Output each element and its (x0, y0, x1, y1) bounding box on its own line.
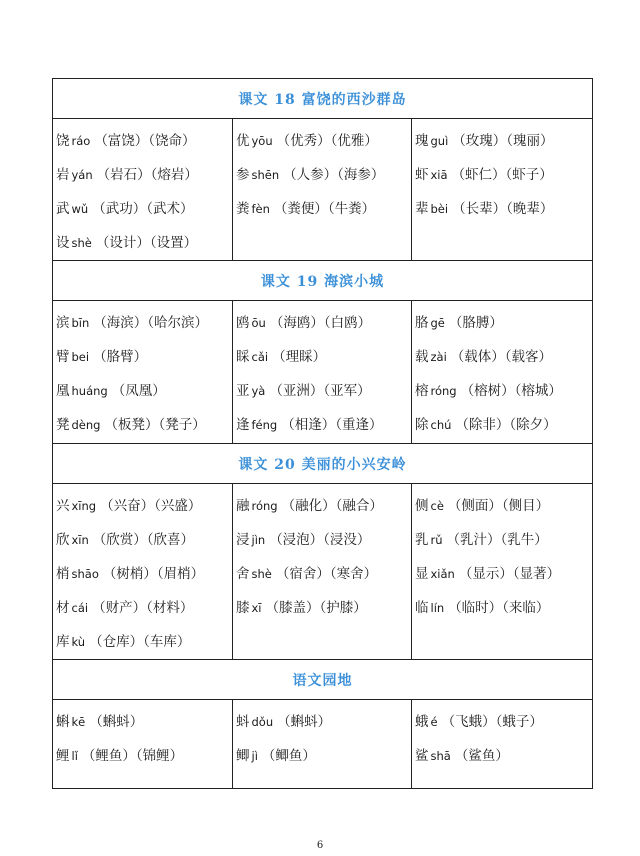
entry-words: （胳臂） (93, 349, 148, 365)
entry-character: 蚪 (236, 714, 250, 730)
entry-words: （鲫鱼） (261, 748, 316, 764)
vocab-entry (56, 158, 232, 192)
vocab-entry (415, 124, 592, 158)
vocab-cell (412, 301, 593, 444)
vocab-entry (236, 158, 411, 192)
section-title: 课文 20 美丽的小兴安岭 (53, 444, 593, 484)
entry-pinyin: zài (430, 350, 447, 364)
vocab-cell (412, 484, 593, 660)
entry-words: （临时）（来临） (448, 600, 550, 616)
vocab-entry (415, 591, 592, 625)
vocab-entry (415, 489, 592, 523)
entry-words: （载体）（载客） (450, 349, 553, 365)
entry-words: （海鸥）（白鸥） (269, 315, 372, 331)
entry-pinyin: cǎi (251, 350, 269, 364)
entry-character: 鲫 (236, 748, 250, 764)
entry-pinyin: shā (430, 749, 451, 763)
vocab-entry (56, 374, 232, 408)
entry-character: 虾 (415, 167, 429, 183)
vocab-cell (53, 301, 233, 444)
section-content-row (53, 301, 593, 444)
page-number: 6 (316, 840, 324, 851)
vocab-entry (236, 523, 411, 557)
entry-words: （富饶）（饶命） (94, 133, 196, 149)
vocab-entry (415, 408, 592, 442)
entry-words: （粪便）（牛粪） (273, 201, 376, 217)
section-title: 语文园地 (53, 660, 593, 700)
entry-character: 粪 (236, 201, 250, 217)
vocab-entry (415, 306, 592, 340)
entry-character: 载 (415, 349, 429, 365)
entry-words: （武功）（武术） (92, 201, 194, 217)
entry-words: （显示）（显著） (458, 566, 561, 582)
entry-words: （凤凰） (111, 383, 166, 399)
entry-pinyin: shè (251, 567, 272, 581)
entry-words: （浸泡）（浸没） (269, 532, 371, 548)
vocab-entry (56, 124, 232, 158)
section-content-row (53, 700, 593, 789)
vocab-entry (56, 705, 232, 739)
entry-pinyin: kē (71, 715, 86, 729)
vocab-entry (415, 374, 592, 408)
entry-character: 舍 (236, 566, 250, 582)
entry-pinyin: lín (430, 601, 445, 615)
entry-words: （欣赏）（欣喜） (92, 532, 195, 548)
entry-character: 饶 (56, 133, 70, 149)
entry-pinyin: shēn (251, 168, 280, 182)
entry-words: （海滨）（哈尔滨） (93, 315, 209, 331)
vocab-entry (415, 557, 592, 591)
entry-character: 设 (56, 235, 70, 251)
vocab-entry (56, 489, 232, 523)
entry-character: 显 (415, 566, 429, 582)
vocab-cell (53, 700, 233, 789)
entry-pinyin: huáng (71, 384, 108, 398)
entry-words: （虾仁）（虾子） (451, 167, 553, 183)
entry-character: 鲤 (56, 748, 70, 764)
vocab-entry (236, 340, 411, 374)
vocab-cell (53, 484, 233, 660)
entry-character: 蛾 (415, 714, 429, 730)
entry-character: 滨 (56, 315, 70, 331)
entry-words: （亚洲）（亚军） (269, 383, 371, 399)
section-content-row (53, 119, 593, 261)
entry-pinyin: rǔ (430, 533, 443, 547)
entry-character: 武 (56, 201, 70, 217)
entry-words: （榕树）（榕城） (460, 383, 562, 399)
vocab-entry (236, 705, 411, 739)
entry-character: 库 (56, 634, 70, 650)
entry-words: （理睬） (272, 349, 327, 365)
entry-character: 参 (236, 167, 250, 183)
entry-character: 凳 (56, 417, 70, 433)
vocab-entry (56, 340, 232, 374)
vocab-entry (236, 192, 411, 226)
section-title-row (53, 444, 593, 484)
vocabulary-table (52, 78, 593, 789)
entry-character: 逢 (236, 417, 250, 433)
entry-character: 胳 (415, 315, 429, 331)
entry-words: （蝌蚪） (277, 714, 332, 730)
vocab-entry (236, 489, 411, 523)
vocab-entry (56, 591, 232, 625)
vocab-entry (236, 591, 411, 625)
entry-pinyin: xiā (430, 168, 448, 182)
entry-words: （侧面）（侧目） (447, 498, 550, 514)
section-title: 课文 18 富饶的西沙群岛 (53, 79, 593, 119)
entry-words: （树梢）（眉梢） (102, 566, 205, 582)
entry-character: 侧 (415, 498, 429, 514)
entry-words: （宿舍）（寒舍） (275, 566, 378, 582)
entry-pinyin: xīng (71, 499, 97, 513)
entry-words: （膝盖）（护膝） (265, 600, 367, 616)
entry-pinyin: cái (71, 601, 89, 615)
entry-pinyin: dèng (71, 418, 101, 432)
vocab-cell (233, 700, 412, 789)
entry-words: （鲨鱼） (454, 748, 509, 764)
vocab-cell (53, 119, 233, 261)
vocab-entry (236, 557, 411, 591)
entry-character: 睬 (236, 349, 250, 365)
entry-character: 蝌 (56, 714, 70, 730)
entry-character: 榕 (415, 383, 429, 399)
entry-character: 临 (415, 600, 429, 616)
vocab-cell (412, 700, 593, 789)
entry-pinyin: ōu (251, 316, 266, 330)
entry-character: 凰 (56, 383, 70, 399)
entry-pinyin: chú (430, 418, 452, 432)
entry-pinyin: fèn (251, 202, 270, 216)
entry-words: （财产）（材料） (92, 600, 194, 616)
entry-words: （长辈）（晚辈） (452, 201, 554, 217)
vocab-entry (236, 374, 411, 408)
vocab-entry (415, 523, 592, 557)
section-title-row (53, 79, 593, 119)
entry-character: 鸥 (236, 315, 250, 331)
entry-character: 瑰 (415, 133, 429, 149)
entry-pinyin: xiǎn (430, 567, 455, 581)
entry-pinyin: cè (430, 499, 444, 513)
entry-character: 优 (236, 133, 250, 149)
entry-pinyin: kù (71, 635, 86, 649)
entry-pinyin: ráo (71, 134, 91, 148)
vocab-entry (56, 523, 232, 557)
entry-character: 乳 (415, 532, 429, 548)
entry-character: 膝 (236, 600, 250, 616)
entry-character: 梢 (56, 566, 70, 582)
entry-pinyin: xīn (71, 533, 89, 547)
entry-character: 融 (236, 498, 250, 514)
entry-pinyin: féng (251, 418, 278, 432)
vocab-entry (56, 408, 232, 442)
vocab-entry (56, 226, 232, 260)
entry-pinyin: dǒu (251, 715, 274, 729)
vocab-entry (415, 739, 592, 773)
entry-character: 材 (56, 600, 70, 616)
entry-words: （岩石）（熔岩） (96, 167, 198, 183)
entry-pinyin: lǐ (71, 749, 78, 763)
vocab-entry (236, 408, 411, 442)
entry-pinyin: guì (430, 134, 449, 148)
vocab-entry (56, 625, 232, 659)
entry-character: 兴 (56, 498, 70, 514)
vocab-entry (236, 306, 411, 340)
entry-character: 欣 (56, 532, 70, 548)
entry-pinyin: jìn (251, 533, 266, 547)
entry-words: （仓库）（车库） (89, 634, 191, 650)
vocab-entry (56, 557, 232, 591)
section-title-row (53, 660, 593, 700)
entry-words: （鲤鱼）（锦鲤） (81, 748, 184, 764)
entry-pinyin: xī (251, 601, 262, 615)
entry-pinyin: jì (251, 749, 258, 763)
entry-words: （人参）（海参） (283, 167, 385, 183)
entry-pinyin: bei (71, 350, 90, 364)
vocab-entry (236, 124, 411, 158)
vocab-cell (233, 301, 412, 444)
entry-character: 臂 (56, 349, 70, 365)
entry-words: （融化）（融合） (281, 498, 383, 514)
vocab-entry (56, 192, 232, 226)
entry-words: （乳汁）（乳牛） (446, 532, 548, 548)
entry-pinyin: róng (430, 384, 457, 398)
section-title: 课文 19 海滨小城 (53, 261, 593, 301)
entry-pinyin: yán (71, 168, 93, 182)
vocab-cell (233, 484, 412, 660)
entry-character: 除 (415, 417, 429, 433)
entry-character: 岩 (56, 167, 70, 183)
entry-words: （蝌蚪） (89, 714, 144, 730)
entry-pinyin: shè (71, 236, 92, 250)
entry-words: （玫瑰）（瑰丽） (452, 133, 554, 149)
section-content-row (53, 484, 593, 660)
vocab-entry (56, 306, 232, 340)
entry-character: 亚 (236, 383, 250, 399)
entry-words: （设计）（设置） (95, 235, 198, 251)
entry-pinyin: róng (251, 499, 278, 513)
vocab-cell (233, 119, 412, 261)
vocab-entry (236, 739, 411, 773)
vocab-cell (412, 119, 593, 261)
vocab-entry (415, 158, 592, 192)
section-title-row (53, 261, 593, 301)
entry-pinyin: é (430, 715, 438, 729)
entry-words: （除非）（除夕） (455, 417, 557, 433)
entry-pinyin: bīn (71, 316, 90, 330)
vocab-entry (415, 705, 592, 739)
entry-character: 浸 (236, 532, 250, 548)
entry-words: （飞蛾）（蛾子） (441, 714, 543, 730)
entry-pinyin: wǔ (71, 202, 89, 216)
entry-pinyin: bèi (430, 202, 449, 216)
vocab-entry (415, 192, 592, 226)
entry-pinyin: shāo (71, 567, 99, 581)
vocab-entry (56, 739, 232, 773)
entry-words: （胳膊） (448, 315, 503, 331)
entry-character: 辈 (415, 201, 429, 217)
entry-pinyin: gē (430, 316, 445, 330)
entry-pinyin: yōu (251, 134, 273, 148)
vocab-entry (415, 340, 592, 374)
entry-words: （相逢）（重逢） (281, 417, 383, 433)
entry-words: （优秀）（优雅） (276, 133, 378, 149)
entry-character: 鲨 (415, 748, 429, 764)
entry-words: （板凳）（凳子） (104, 417, 206, 433)
entry-pinyin: yà (251, 384, 266, 398)
entry-words: （兴奋）（兴盛） (100, 498, 202, 514)
